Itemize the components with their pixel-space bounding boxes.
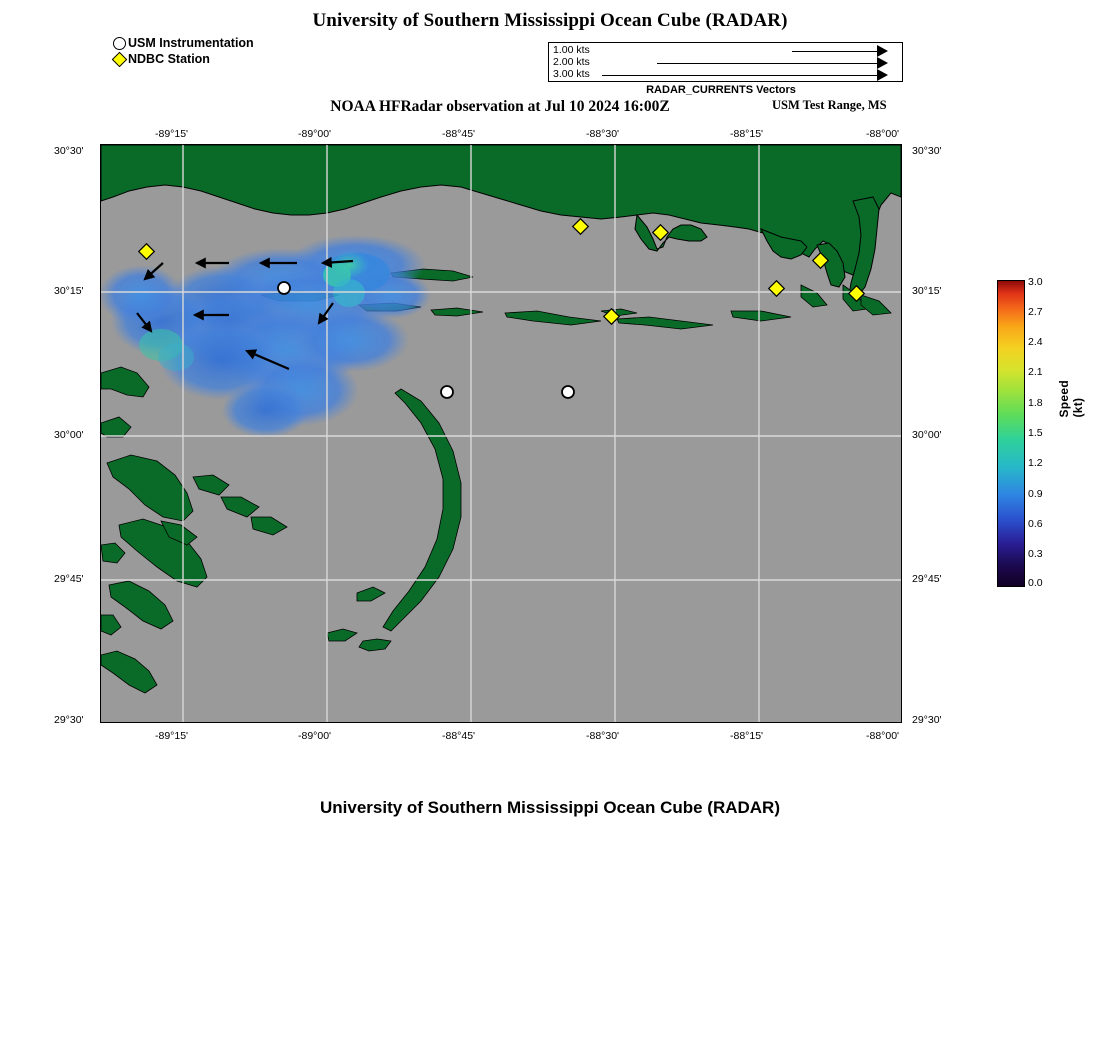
legend-item-ndbc-station	[110, 52, 254, 67]
vector-scale-caption: RADAR_CURRENTS Vectors	[646, 84, 796, 96]
vector-scale-label: 3.00 kts	[553, 68, 590, 80]
vector-scale-box	[548, 42, 903, 82]
page-title: University of Southern Mississippi Ocean Cube (RADAR)	[312, 10, 788, 31]
range-label: USM Test Range, MS	[772, 98, 887, 112]
diamond-marker-icon	[110, 54, 128, 65]
y-tick-left-2: 30°00'	[54, 429, 84, 441]
legend-item-label: USM Instrumentation	[128, 36, 254, 50]
x-tick-top-3: -88°30'	[586, 128, 620, 140]
vector-arrow-icon	[877, 45, 888, 57]
vector-arrow-icon	[877, 57, 888, 69]
y-tick-right-3: 29°45'	[912, 573, 942, 585]
legend-item-label: NDBC Station	[128, 52, 210, 66]
circle-marker-icon	[110, 37, 128, 50]
vector-scale-line	[602, 75, 877, 76]
x-tick-bottom-0: -89°15'	[155, 730, 189, 742]
x-tick-top-2: -88°45'	[442, 128, 476, 140]
y-tick-right-2: 30°00'	[912, 429, 942, 441]
y-tick-right-1: 30°15'	[912, 285, 942, 297]
x-tick-bottom-2: -88°45'	[442, 730, 476, 742]
radar-map[interactable]	[100, 144, 902, 723]
legend-item-usm-instrumentation	[110, 36, 254, 51]
vector-arrow-icon	[877, 69, 888, 81]
colorbar-tick-1: 2.7	[1028, 306, 1043, 318]
x-tick-top-5: -88°00'	[866, 128, 900, 140]
vector-scale-row-3	[549, 69, 902, 81]
y-tick-left-4: 29°30'	[54, 714, 84, 726]
y-tick-left-3: 29°45'	[54, 573, 84, 585]
colorbar-tick-2: 2.4	[1028, 336, 1043, 348]
vector-scale-row-2	[549, 57, 902, 69]
vector-scale-label: 1.00 kts	[553, 44, 590, 56]
footer-title: University of Southern Mississippi Ocean Cube (RADAR)	[319, 798, 780, 817]
x-tick-top-1: -89°00'	[298, 128, 332, 140]
x-tick-bottom-5: -88°00'	[866, 730, 900, 742]
y-tick-right-4: 29°30'	[912, 714, 942, 726]
colorbar-tick-9: 0.3	[1028, 548, 1043, 560]
x-tick-bottom-4: -88°15'	[730, 730, 764, 742]
vector-scale-line	[657, 63, 877, 64]
colorbar-tick-8: 0.6	[1028, 518, 1043, 530]
x-tick-bottom-3: -88°30'	[586, 730, 620, 742]
y-tick-left-1: 30°15'	[54, 285, 84, 297]
colorbar-tick-5: 1.5	[1028, 427, 1043, 439]
colorbar-tick-4: 1.8	[1028, 397, 1043, 409]
vector-scale-row-1	[549, 45, 902, 57]
colorbar-tick-0: 3.0	[1028, 276, 1043, 288]
y-tick-right-0: 30°30'	[912, 145, 942, 157]
vector-scale-label: 2.00 kts	[553, 56, 590, 68]
map-legend	[110, 36, 254, 68]
y-tick-left-0: 30°30'	[54, 145, 84, 157]
colorbar-tick-10: 0.0	[1028, 577, 1043, 589]
colorbar-tick-3: 2.1	[1028, 366, 1043, 378]
colorbar-tick-7: 0.9	[1028, 488, 1043, 500]
x-tick-top-4: -88°15'	[730, 128, 764, 140]
vector-scale-line	[792, 51, 877, 52]
observation-title: NOAA HFRadar observation at Jul 10 2024 16:00Z	[330, 98, 670, 115]
colorbar-gradient	[997, 280, 1025, 587]
colorbar-title: Speed (kt)	[1057, 380, 1085, 418]
x-tick-top-0: -89°15'	[155, 128, 189, 140]
colorbar-tick-6: 1.2	[1028, 457, 1043, 469]
x-tick-bottom-1: -89°00'	[298, 730, 332, 742]
